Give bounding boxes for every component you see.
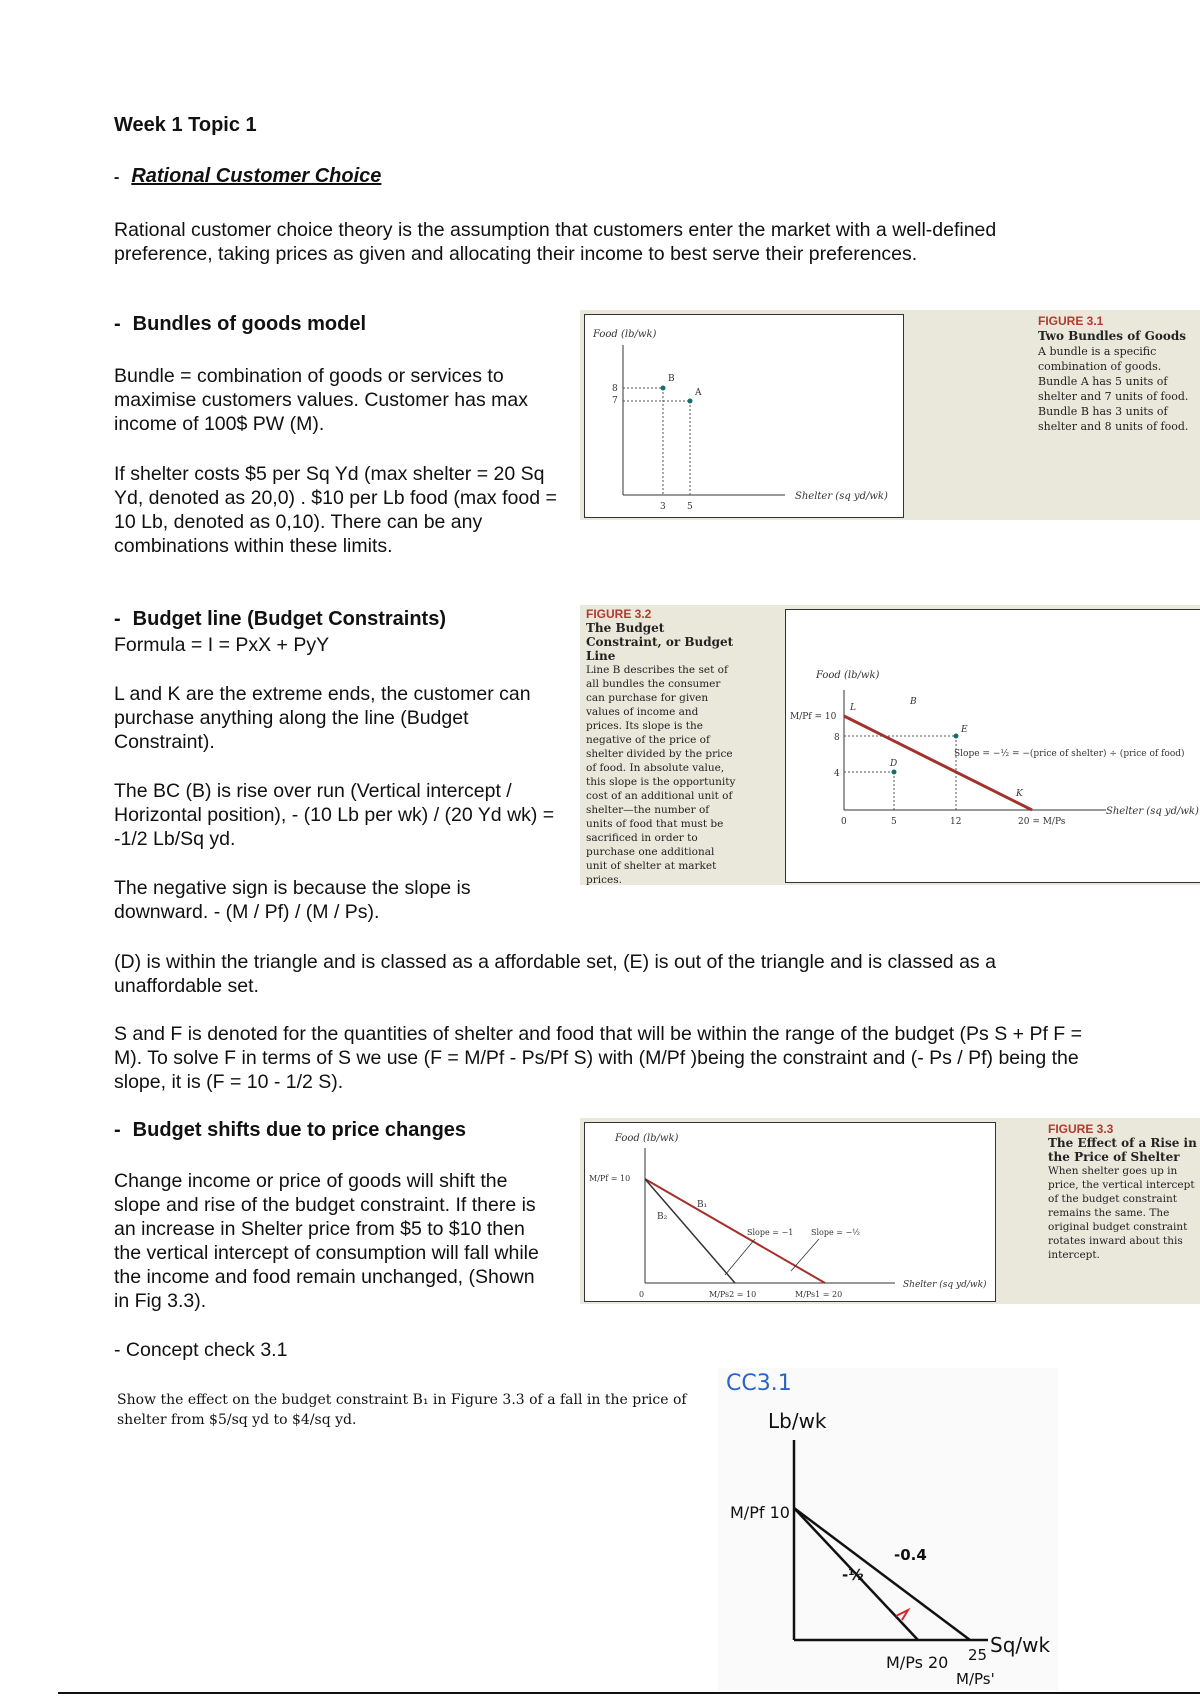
budget-paragraph-3: The negative sign is because the slope is downward. - (M / Pf) / (M / Ps). xyxy=(114,877,471,923)
bundles-heading: - Bundles of goods model xyxy=(114,313,367,335)
fig32-xtick-5: 5 xyxy=(891,817,897,827)
cc-x-int-new-label: M/Ps' xyxy=(956,1670,995,1688)
figure-3-1-chart xyxy=(585,315,903,517)
figure-3-3-caption xyxy=(1048,1122,1198,1262)
figure-3-1-frame xyxy=(584,314,904,518)
figure-3-3 xyxy=(580,1118,1200,1304)
fig31-y-label: Food (lb/wk) xyxy=(593,329,657,340)
intro-paragraph: Rational customer choice theory is the assumption that customers enter the market with a well-defined preference, taking prices as given and allocating their income to best serve their preferences. xyxy=(114,219,997,265)
fig31-point-a xyxy=(688,399,693,404)
fig33-number: FIGURE 3.3 xyxy=(1048,1122,1114,1136)
fig33-line-b2 xyxy=(645,1179,735,1283)
figure-3-2-frame xyxy=(785,609,1200,883)
fig33-x-int-2: M/Ps1 = 20 xyxy=(795,1290,843,1299)
fig31-point-b xyxy=(661,386,666,391)
fig32-slope-label: Slope = −½ = −(price of shelter) ÷ (price of food) xyxy=(954,749,1185,759)
fig31-ytick-8: 8 xyxy=(612,384,618,394)
cc-x-int-old: M/Ps 20 xyxy=(886,1653,949,1672)
fig32-y-intercept: M/Pf = 10 xyxy=(790,712,837,722)
fig33-y-label: Food (lb/wk) xyxy=(615,1133,679,1144)
fig31-point-a-label: A xyxy=(695,388,702,398)
bundles-paragraph-2: If shelter costs $5 per Sq Yd (max shelter = 20 Sq Yd, denoted as 20,0) . $10 per Lb food (max food = 10 Lb, denoted as 0,10). There can be any combinations within these limits. xyxy=(114,463,557,557)
fig32-xtick-12: 12 xyxy=(950,817,962,827)
fig31-xtick-5: 5 xyxy=(687,502,693,512)
fig32-point-e xyxy=(954,734,959,739)
bundles-heading-text: Bundles of goods model xyxy=(132,313,367,335)
fig33-y-intercept: M/Pf = 10 xyxy=(589,1174,631,1183)
sf-paragraph: S and F is denoted for the quantities of shelter and food that will be within the range of the budget (Ps S + Pf F = M). To solve F in terms of S we use (F = M/Pf - Ps/Pf S) with (M/Pf )being the constraint and (- Ps / Pf) being the slope, it is (F = 10 - 1/2 S). xyxy=(114,1023,1083,1093)
fig32-number: FIGURE 3.2 xyxy=(586,607,652,621)
budget-formula: Formula = I = PxX + PyY xyxy=(114,634,330,656)
affordable-paragraph: (D) is within the triangle and is classed as a affordable set, (E) is out of the triangle and is classed as a unaffordable set. xyxy=(114,951,996,997)
fig33-slope1: Slope = −1 xyxy=(747,1228,794,1237)
shifts-paragraph: Change income or price of goods will shift the slope and rise of the budget constraint. If there is an increase in Shelter price from $5 to $10 then the vertical intercept of consumption will fall while the income and food remain unchanged, (Shown in Fig 3.3). xyxy=(114,1170,539,1312)
concept-check-label: - Concept check 3.1 xyxy=(114,1339,288,1361)
budget-paragraph-1: L and K are the extreme ends, the customer can purchase anything along the line (Budget Constraint). xyxy=(114,683,531,753)
fig32-point-k-label: K xyxy=(1016,789,1023,799)
concept-check-question: Show the effect on the budget constraint B₁ in Figure 3.3 of a fall in the price of shelter from $5/sq yd to $4/sq yd. xyxy=(117,1392,687,1428)
cc-sketch xyxy=(718,1368,1058,1690)
fig31-number: FIGURE 3.1 xyxy=(1038,314,1104,328)
section-title-text: Rational Customer Choice xyxy=(131,165,382,187)
fig31-title: Two Bundles of Goods xyxy=(1038,329,1186,343)
section-title: - Rational Customer Choice xyxy=(114,165,382,187)
fig33-x-label: Shelter (sq yd/wk) xyxy=(903,1280,987,1290)
figure-3-2-caption xyxy=(586,607,736,887)
cc-sketch-chart xyxy=(718,1368,1058,1690)
footer-rule xyxy=(58,1692,1200,1694)
cc-y-label: Lb/wk xyxy=(768,1409,827,1433)
cc-title: CC3.1 xyxy=(726,1371,792,1396)
page-title: Week 1 Topic 1 xyxy=(114,114,257,136)
cc-y-intercept: M/Pf 10 xyxy=(730,1503,790,1522)
figure-3-3-frame xyxy=(584,1122,996,1302)
fig32-y-label: Food (lb/wk) xyxy=(816,670,880,681)
figure-3-2-chart xyxy=(786,610,1200,882)
fig32-point-l-label: L xyxy=(850,703,856,713)
fig33-b2-label: B₂ xyxy=(657,1212,668,1222)
fig33-slope2-leader xyxy=(791,1239,819,1271)
fig32-x-label: Shelter (sq yd/wk) xyxy=(1106,806,1199,817)
fig33-slope2: Slope = −½ xyxy=(811,1228,860,1237)
cc-x-int-new: 25 xyxy=(968,1646,988,1664)
budget-line-heading-text: Budget line (Budget Constraints) xyxy=(132,608,446,630)
figure-3-1-caption xyxy=(1038,314,1200,434)
fig32-point-b-label: B xyxy=(910,697,917,707)
fig33-origin: 0 xyxy=(639,1290,645,1299)
shifts-heading-text: Budget shifts due to price changes xyxy=(132,1119,467,1141)
fig32-caption-text: Line B describes the set of all bundles the consumer can purchase for given values of income and prices. Its slope is the negative of the price of shelter divided by the price of food. In absolute value, this slope is the opportunity cost of an additional unit of shelter—the number of units of food that must be sacrificed in order to purchase one additional unit of shelter at market prices. xyxy=(586,664,736,886)
figure-3-3-chart xyxy=(585,1123,995,1301)
fig33-x-int-1: M/Ps2 = 10 xyxy=(709,1290,757,1299)
fig32-point-d-label: D xyxy=(890,759,898,769)
budget-paragraph-2: The BC (B) is rise over run (Vertical intercept / Horizontal position), - (10 Lb per wk) / (20 Yd wk) = -1/2 Lb/Sq yd. xyxy=(114,780,555,850)
fig33-caption-text: When shelter goes up in price, the vertical intercept of the budget constraint remains the same. The original budget constraint rotates inward about this intercept. xyxy=(1048,1165,1195,1261)
cc-line-new xyxy=(794,1508,970,1640)
fig32-x-intercept: 20 = M/Ps xyxy=(1018,817,1066,827)
figure-3-1 xyxy=(580,310,1200,520)
fig33-slope1-leader xyxy=(725,1239,755,1275)
fig31-xtick-3: 3 xyxy=(660,502,666,512)
fig32-ytick-4: 4 xyxy=(834,769,840,779)
fig33-b1-label: B₁ xyxy=(697,1200,708,1210)
cc-slope-new: -0.4 xyxy=(894,1546,927,1564)
cc-x-label: Sq/wk xyxy=(990,1633,1051,1657)
shifts-heading: - Budget shifts due to price changes xyxy=(114,1119,467,1141)
fig32-ytick-8: 8 xyxy=(834,733,840,743)
fig31-caption-text: A bundle is a specific combination of goods. Bundle A has 5 units of shelter and 7 units of food. Bundle B has 3 units of shelter and 8 units of food. xyxy=(1038,345,1189,433)
fig31-point-b-label: B xyxy=(668,374,675,384)
fig33-title: The Effect of a Rise in the Price of Shelter xyxy=(1048,1136,1197,1164)
fig31-ytick-7: 7 xyxy=(612,396,618,406)
fig32-point-e-label: E xyxy=(961,725,968,735)
fig32-point-d xyxy=(892,770,897,775)
fig32-xtick-0: 0 xyxy=(841,817,847,827)
fig32-budget-line xyxy=(844,716,1032,810)
bundles-paragraph-1: Bundle = combination of goods or services to maximise customers values. Customer has max income of 100$ PW (M). xyxy=(114,365,528,435)
fig32-title: The Budget Constraint, or Budget Line xyxy=(586,621,734,663)
budget-line-heading: - Budget line (Budget Constraints) xyxy=(114,608,446,630)
figure-3-2 xyxy=(580,605,1200,885)
cc-slope-old: -½ xyxy=(842,1566,864,1584)
fig33-line-b1 xyxy=(645,1179,825,1283)
fig31-x-label: Shelter (sq yd/wk) xyxy=(795,491,888,502)
